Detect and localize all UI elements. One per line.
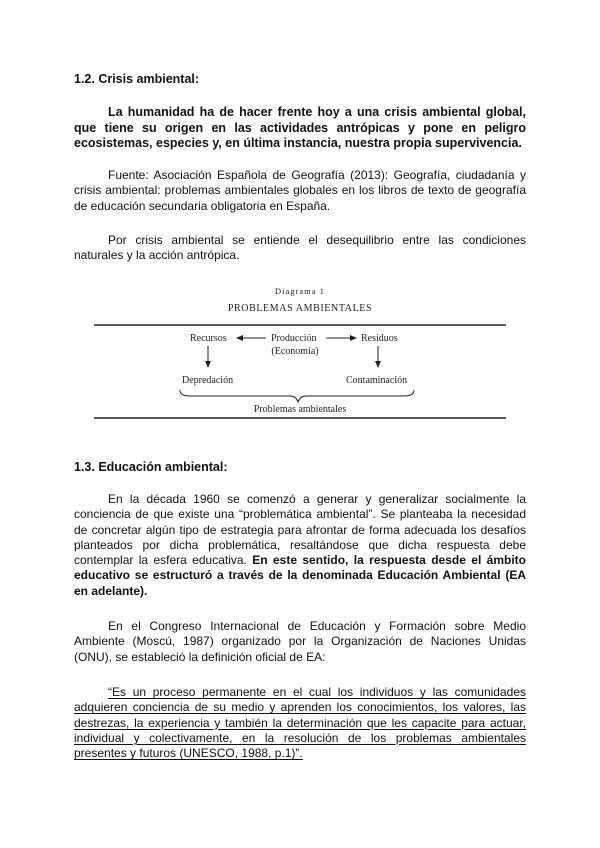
crisis-explanation: Por crisis ambiental se entiende el desequilibrio entre las condiciones naturales y la acción antrópica.	[74, 233, 526, 263]
diagram-problemas: Problemas ambientales	[253, 404, 347, 415]
diagram-residuos: Residuos	[361, 333, 398, 344]
diagram-brace	[180, 390, 414, 402]
section-heading-education: 1.3. Educación ambiental:	[74, 460, 228, 474]
crisis-definition: La humanidad ha de hacer frente hoy a una crisis ambiental global, que tiene su origen en las actividades antrópicas y pone en peligro ecosistemas, especies y, en última instancia, nuestra propia supervivencia.	[74, 105, 526, 151]
source-citation: Fuente: Asociación Española de Geografía (2013): Geografía, ciudadanía y crisis ambiental: problemas ambientales globales en los libros de texto de geografía de educación secundaria obligatoria en España.	[74, 168, 526, 213]
unesco-quote: “Es un proceso permanente en el cual los individuos y las comunidades adquieren conciencia de su medio y aprenden los conocimientos, los valores, las destrezas, la experiencia y también la determinación que les capacite para actuar, individual y colectivamente, en la resolución de los problemas ambientales presentes y futuros (UNESCO, 1988, p.1)”.	[74, 685, 526, 761]
education-paragraph-2: En el Congreso Internacional de Educación y Formación sobre Medio Ambiente (Moscú, 1987) organizado por la Organización de Naciones Unidas (ONU), se estableció la definición oficial de EA:	[74, 619, 526, 664]
diagram-depredacion: Depredación	[182, 375, 234, 386]
diagram-economia: (Economía)	[271, 346, 319, 357]
diagram-label: Diagrama 1	[275, 286, 325, 296]
environmental-problems-diagram	[94, 286, 506, 422]
education-paragraph-1-text: En la década 1960 se comenzó a generar y generalizar socialmente la conciencia de que existe una “problemática ambiental”. Se planteaba la necesidad de concretar algún tipo de estrategia para afrontar de forma adecuada los desafíos planteados por dicha problemática, resaltándose que dicha respuesta debe contemplar la esfera educativa.	[74, 492, 526, 568]
diagram-produccion: Producción	[271, 333, 317, 344]
diagram-recursos: Recursos	[190, 333, 227, 344]
diagram-title: PROBLEMAS AMBIENTALES	[227, 303, 373, 314]
education-paragraph-1-bold: En este sentido, la respuesta desde el ámbito educativo se estructuró a través de la denominada Educación Ambiental (EA en adelante).	[74, 553, 526, 598]
section-heading-crisis: 1.2. Crisis ambiental:	[74, 72, 200, 86]
diagram-contaminacion: Contaminación	[346, 375, 408, 386]
education-paragraph-1	[74, 492, 526, 599]
